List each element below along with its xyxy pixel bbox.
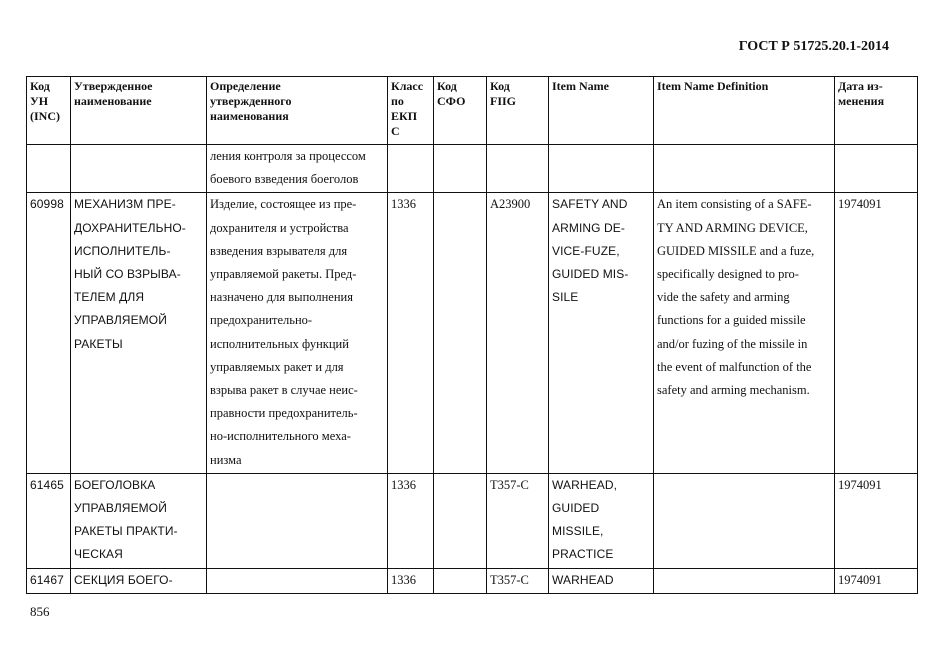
cell-text-line: 61465 xyxy=(30,477,64,492)
fiig-code-cell xyxy=(487,193,549,473)
header-line: Определение xyxy=(210,79,281,93)
table-row xyxy=(27,568,918,593)
inc-cell xyxy=(27,145,71,193)
inc-cell xyxy=(27,473,71,568)
header-line: по xyxy=(391,94,404,108)
header-line: FIIG xyxy=(490,94,517,108)
header-item-name xyxy=(549,77,654,145)
cell-text-line: WARHEAD, xyxy=(552,477,618,492)
cell-text-line: назначено для выполнения xyxy=(210,290,353,305)
cell-text-line: safety and arming mechanism. xyxy=(657,383,810,398)
cell-text-line: УПРАВЛЯЕМОЙ xyxy=(74,501,167,516)
cell-text-line: боевого взведения боеголов xyxy=(210,172,359,187)
cell-text-line: A23900 xyxy=(490,197,531,212)
cell-text-line: An item consisting of a SAFE- xyxy=(657,197,812,212)
header-line: УН xyxy=(30,94,49,108)
header-line: (INC) xyxy=(30,109,60,123)
cell-text-line: 61467 xyxy=(30,572,64,587)
class-cell xyxy=(388,145,434,193)
cell-text-line: GUIDED MISSILE and a fuze, xyxy=(657,243,815,258)
inc-cell xyxy=(27,193,71,473)
cell-text-line: НЫЙ СО ВЗРЫВА- xyxy=(74,267,181,282)
cell-text-line: управляемых ракет и для xyxy=(210,359,344,374)
cell-text-line: ИСПОЛНИТЕЛЬ- xyxy=(74,243,171,258)
item-name-cell xyxy=(549,568,654,593)
header-change-date xyxy=(835,77,918,145)
table-row xyxy=(27,193,918,473)
approved-name-cell xyxy=(71,568,207,593)
cell-text-line: WARHEAD xyxy=(552,572,614,587)
header-approved-name xyxy=(71,77,207,145)
cell-text-line: specifically designed to pro- xyxy=(657,267,799,282)
cell-text-line: VICE-FUZE, xyxy=(552,243,620,258)
fiig-code-cell xyxy=(487,473,549,568)
cell-text-line: взведения взрывателя для xyxy=(210,243,348,258)
cell-text-line: TY AND ARMING DEVICE, xyxy=(657,220,808,235)
cell-text-line: T357-C xyxy=(490,477,529,492)
cell-text-line: functions for a guided missile xyxy=(657,313,806,328)
cell-text-line: Изделие, состоящее из пре- xyxy=(210,197,357,212)
cell-text-line: vide the safety and arming xyxy=(657,290,790,305)
header-line: утвержденного xyxy=(210,94,292,108)
header-line: СФО xyxy=(437,94,466,108)
change-date-cell xyxy=(835,473,918,568)
cell-text-line: ления контроля за процессом xyxy=(210,149,366,163)
cell-text-line: GUIDED MIS- xyxy=(552,267,629,282)
cell-text-line: взрыва ракет в случае неис- xyxy=(210,383,358,398)
cell-text-line: МЕХАНИЗМ ПРЕ- xyxy=(74,197,176,212)
table-row xyxy=(27,473,918,568)
header-fiig-code xyxy=(487,77,549,145)
cell-text-line: 1974091 xyxy=(838,197,882,212)
cell-text-line: УПРАВЛЯЕМОЙ xyxy=(74,313,167,328)
header-line: Класс xyxy=(391,79,424,93)
cell-text-line: MISSILE, xyxy=(552,524,604,539)
cell-text-line: the event of malfunction of the xyxy=(657,359,812,374)
class-cell xyxy=(388,193,434,473)
cell-text-line: 1336 xyxy=(391,572,416,587)
change-date-cell xyxy=(835,145,918,193)
cell-text-line: SAFETY AND xyxy=(552,197,628,212)
header-line: менения xyxy=(838,94,885,108)
item-name-definition-cell xyxy=(654,145,835,193)
approved-name-cell xyxy=(71,473,207,568)
cell-text-line: 1336 xyxy=(391,197,416,212)
cell-text-line: правности предохранитель- xyxy=(210,406,358,421)
cell-text-line: 1336 xyxy=(391,477,416,492)
cell-text-line: исполнительных функций xyxy=(210,336,349,351)
item-name-definition-cell xyxy=(654,473,835,568)
cell-text-line: SILE xyxy=(552,290,579,305)
item-name-definition-cell xyxy=(654,568,835,593)
cell-text-line: 1974091 xyxy=(838,572,882,587)
item-name-cell xyxy=(549,193,654,473)
cell-text-line: T357-C xyxy=(490,572,529,587)
header-class xyxy=(388,77,434,145)
cell-text-line: дохранителя и устройства xyxy=(210,220,349,235)
header-line: Item Name xyxy=(552,79,609,93)
cell-text-line: низма xyxy=(210,452,242,467)
table-header-row xyxy=(27,77,918,145)
approved-name-cell xyxy=(71,145,207,193)
cell-text-line: СЕКЦИЯ БОЕГО- xyxy=(74,572,173,587)
page-number: 856 xyxy=(30,604,50,619)
approved-name-cell xyxy=(71,193,207,473)
cell-text-line: ЧЕСКАЯ xyxy=(74,547,123,562)
sfo-code-cell xyxy=(434,193,487,473)
cell-text-line: and/or fuzing of the missile in xyxy=(657,336,808,351)
cell-text-line: 1974091 xyxy=(838,477,882,492)
definition-cell xyxy=(207,193,388,473)
header-inc xyxy=(27,77,71,145)
cell-text-line: ARMING DE- xyxy=(552,220,625,235)
header-item-name-definition xyxy=(654,77,835,145)
definition-cell xyxy=(207,145,388,193)
sfo-code-cell xyxy=(434,568,487,593)
item-name-definition-cell xyxy=(654,193,835,473)
item-name-cell xyxy=(549,145,654,193)
change-date-cell xyxy=(835,568,918,593)
cell-text-line: БОЕГОЛОВКА xyxy=(74,477,156,492)
fiig-code-cell xyxy=(487,568,549,593)
header-line: Код xyxy=(30,79,50,93)
catalog-table xyxy=(26,76,918,594)
document-standard-number: ГОСТ Р 51725.20.1-2014 xyxy=(738,39,889,54)
header-line: Код xyxy=(490,79,510,93)
header-line: С xyxy=(391,124,400,138)
cell-text-line: но-исполнительного меха- xyxy=(210,429,351,444)
fiig-code-cell xyxy=(487,145,549,193)
cell-text-line: предохранительно- xyxy=(210,313,313,328)
header-line: ЕКП xyxy=(391,109,418,123)
header-line: наименования xyxy=(210,109,289,123)
cell-text-line: ТЕЛЕМ ДЛЯ xyxy=(74,290,145,305)
cell-text-line: РАКЕТЫ xyxy=(74,336,123,351)
class-cell xyxy=(388,568,434,593)
sfo-code-cell xyxy=(434,145,487,193)
cell-text-line: GUIDED xyxy=(552,501,600,516)
header-line: Код xyxy=(437,79,457,93)
header-line: Утвержденное xyxy=(74,79,153,93)
item-name-cell xyxy=(549,473,654,568)
cell-text-line: PRACTICE xyxy=(552,547,614,562)
change-date-cell xyxy=(835,193,918,473)
cell-text-line: ДОХРАНИТЕЛЬНО- xyxy=(74,220,186,235)
header-line: Дата из- xyxy=(838,79,883,93)
definition-cell xyxy=(207,568,388,593)
class-cell xyxy=(388,473,434,568)
definition-cell xyxy=(207,473,388,568)
header-sfo-code xyxy=(434,77,487,145)
cell-text-line: 60998 xyxy=(30,197,64,212)
cell-text-line: РАКЕТЫ ПРАКТИ- xyxy=(74,524,178,539)
sfo-code-cell xyxy=(434,473,487,568)
table-body xyxy=(27,145,918,594)
header-line: наименование xyxy=(74,94,152,108)
header-definition xyxy=(207,77,388,145)
header-line: Item Name Definition xyxy=(657,79,769,93)
cell-text-line: управляемой ракеты. Пред- xyxy=(210,267,357,282)
inc-cell xyxy=(27,568,71,593)
table-row xyxy=(27,145,918,193)
